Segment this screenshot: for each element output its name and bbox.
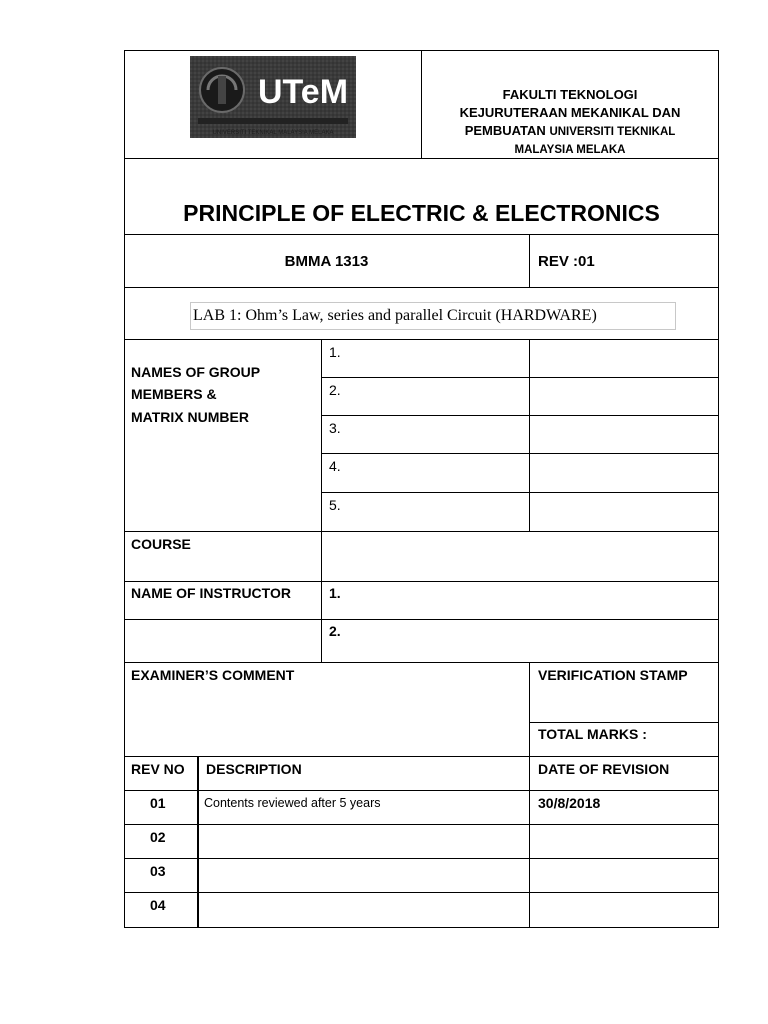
divider-rev-01 xyxy=(124,824,719,825)
divider-member-3 xyxy=(321,453,719,454)
divider-member-2 xyxy=(321,415,719,416)
divider-course xyxy=(124,581,719,582)
course-code: BMMA 1313 xyxy=(284,253,369,270)
divider-logo xyxy=(421,50,422,159)
divider-comment xyxy=(124,756,719,757)
faculty-line-2: KEJURUTERAAN MEKANIKAL DAN xyxy=(459,105,681,120)
divider-lab xyxy=(124,339,719,340)
faculty-line-3 xyxy=(424,122,716,141)
rev-no-header: REV NO xyxy=(131,761,185,777)
date-cell: 30/8/2018 xyxy=(538,795,601,811)
description-cell: Contents reviewed after 5 years xyxy=(204,796,381,810)
divider-instructor-1 xyxy=(124,619,719,620)
member-field-2[interactable]: 2. xyxy=(329,382,341,398)
border-left xyxy=(124,50,125,928)
divider-instructor-2 xyxy=(124,662,719,663)
instructor-label: NAME OF INSTRUCTOR xyxy=(131,585,291,601)
member-field-4[interactable]: 4. xyxy=(329,458,341,474)
member-field-1[interactable]: 1. xyxy=(329,344,341,360)
divider-stamp xyxy=(530,722,719,723)
faculty-line-4: MALAYSIA MELAKA xyxy=(514,144,626,156)
divider-code xyxy=(124,287,719,288)
divider-rev-header xyxy=(124,790,719,791)
border-right xyxy=(718,50,719,928)
member-field-5[interactable]: 5. xyxy=(329,497,341,513)
instructor-field-2[interactable]: 2. xyxy=(329,623,341,639)
examiner-comment-label: EXAMINER’S COMMENT xyxy=(131,667,295,683)
border-bottom xyxy=(124,927,719,928)
rev-no-cell: 01 xyxy=(150,795,166,811)
faculty-line-1: FAKULTI TEKNOLOGI xyxy=(502,87,638,102)
date-of-revision-header: DATE OF REVISION xyxy=(538,761,670,777)
divider-rev-desc xyxy=(197,756,199,928)
rev-no-cell: 02 xyxy=(150,829,166,845)
divider-title xyxy=(124,234,719,235)
member-field-3[interactable]: 3. xyxy=(329,420,341,436)
divider-member-4 xyxy=(321,492,719,493)
divider-rev-code xyxy=(529,234,530,288)
divider-left-column xyxy=(321,339,322,663)
faculty-name xyxy=(424,86,716,159)
faculty-line-3-big: PEMBUATAN xyxy=(464,123,546,138)
svg-text:UTeM: UTeM xyxy=(258,73,349,111)
divider-rev-02 xyxy=(124,858,719,859)
divider-member-1 xyxy=(321,377,719,378)
divider-comment-stamp xyxy=(529,662,530,928)
instructor-field-1[interactable]: 1. xyxy=(329,585,341,601)
revision-number: REV :01 xyxy=(538,253,595,270)
lab-title: LAB 1: Ohm’s Law, series and parallel Circuit (HARDWARE) xyxy=(190,302,676,330)
divider-rev-03 xyxy=(124,892,719,893)
utem-logo xyxy=(190,56,356,138)
verification-stamp-label: VERIFICATION STAMP xyxy=(538,667,688,683)
course-label: COURSE xyxy=(131,536,191,552)
total-marks-label: TOTAL MARKS : xyxy=(538,726,647,742)
description-header: DESCRIPTION xyxy=(206,761,302,777)
group-label-line-2: MEMBERS & xyxy=(131,386,217,402)
group-label-line-3: MATRIX NUMBER xyxy=(131,409,249,425)
rev-no-cell: 03 xyxy=(150,863,166,879)
divider-group xyxy=(124,531,719,532)
faculty-line-3-small: UNIVERSITI TEKNIKAL xyxy=(549,126,676,138)
group-label-line-1: NAMES OF GROUP xyxy=(131,364,261,380)
svg-text:UNIVERSITI TEKNIKAL MALAYSIA M: UNIVERSITI TEKNIKAL MALAYSIA MELAKA xyxy=(212,130,334,136)
rev-no-cell: 04 xyxy=(150,897,166,913)
document-title: PRINCIPLE OF ELECTRIC & ELECTRONICS xyxy=(183,200,660,226)
divider-member-matrix xyxy=(529,339,530,532)
